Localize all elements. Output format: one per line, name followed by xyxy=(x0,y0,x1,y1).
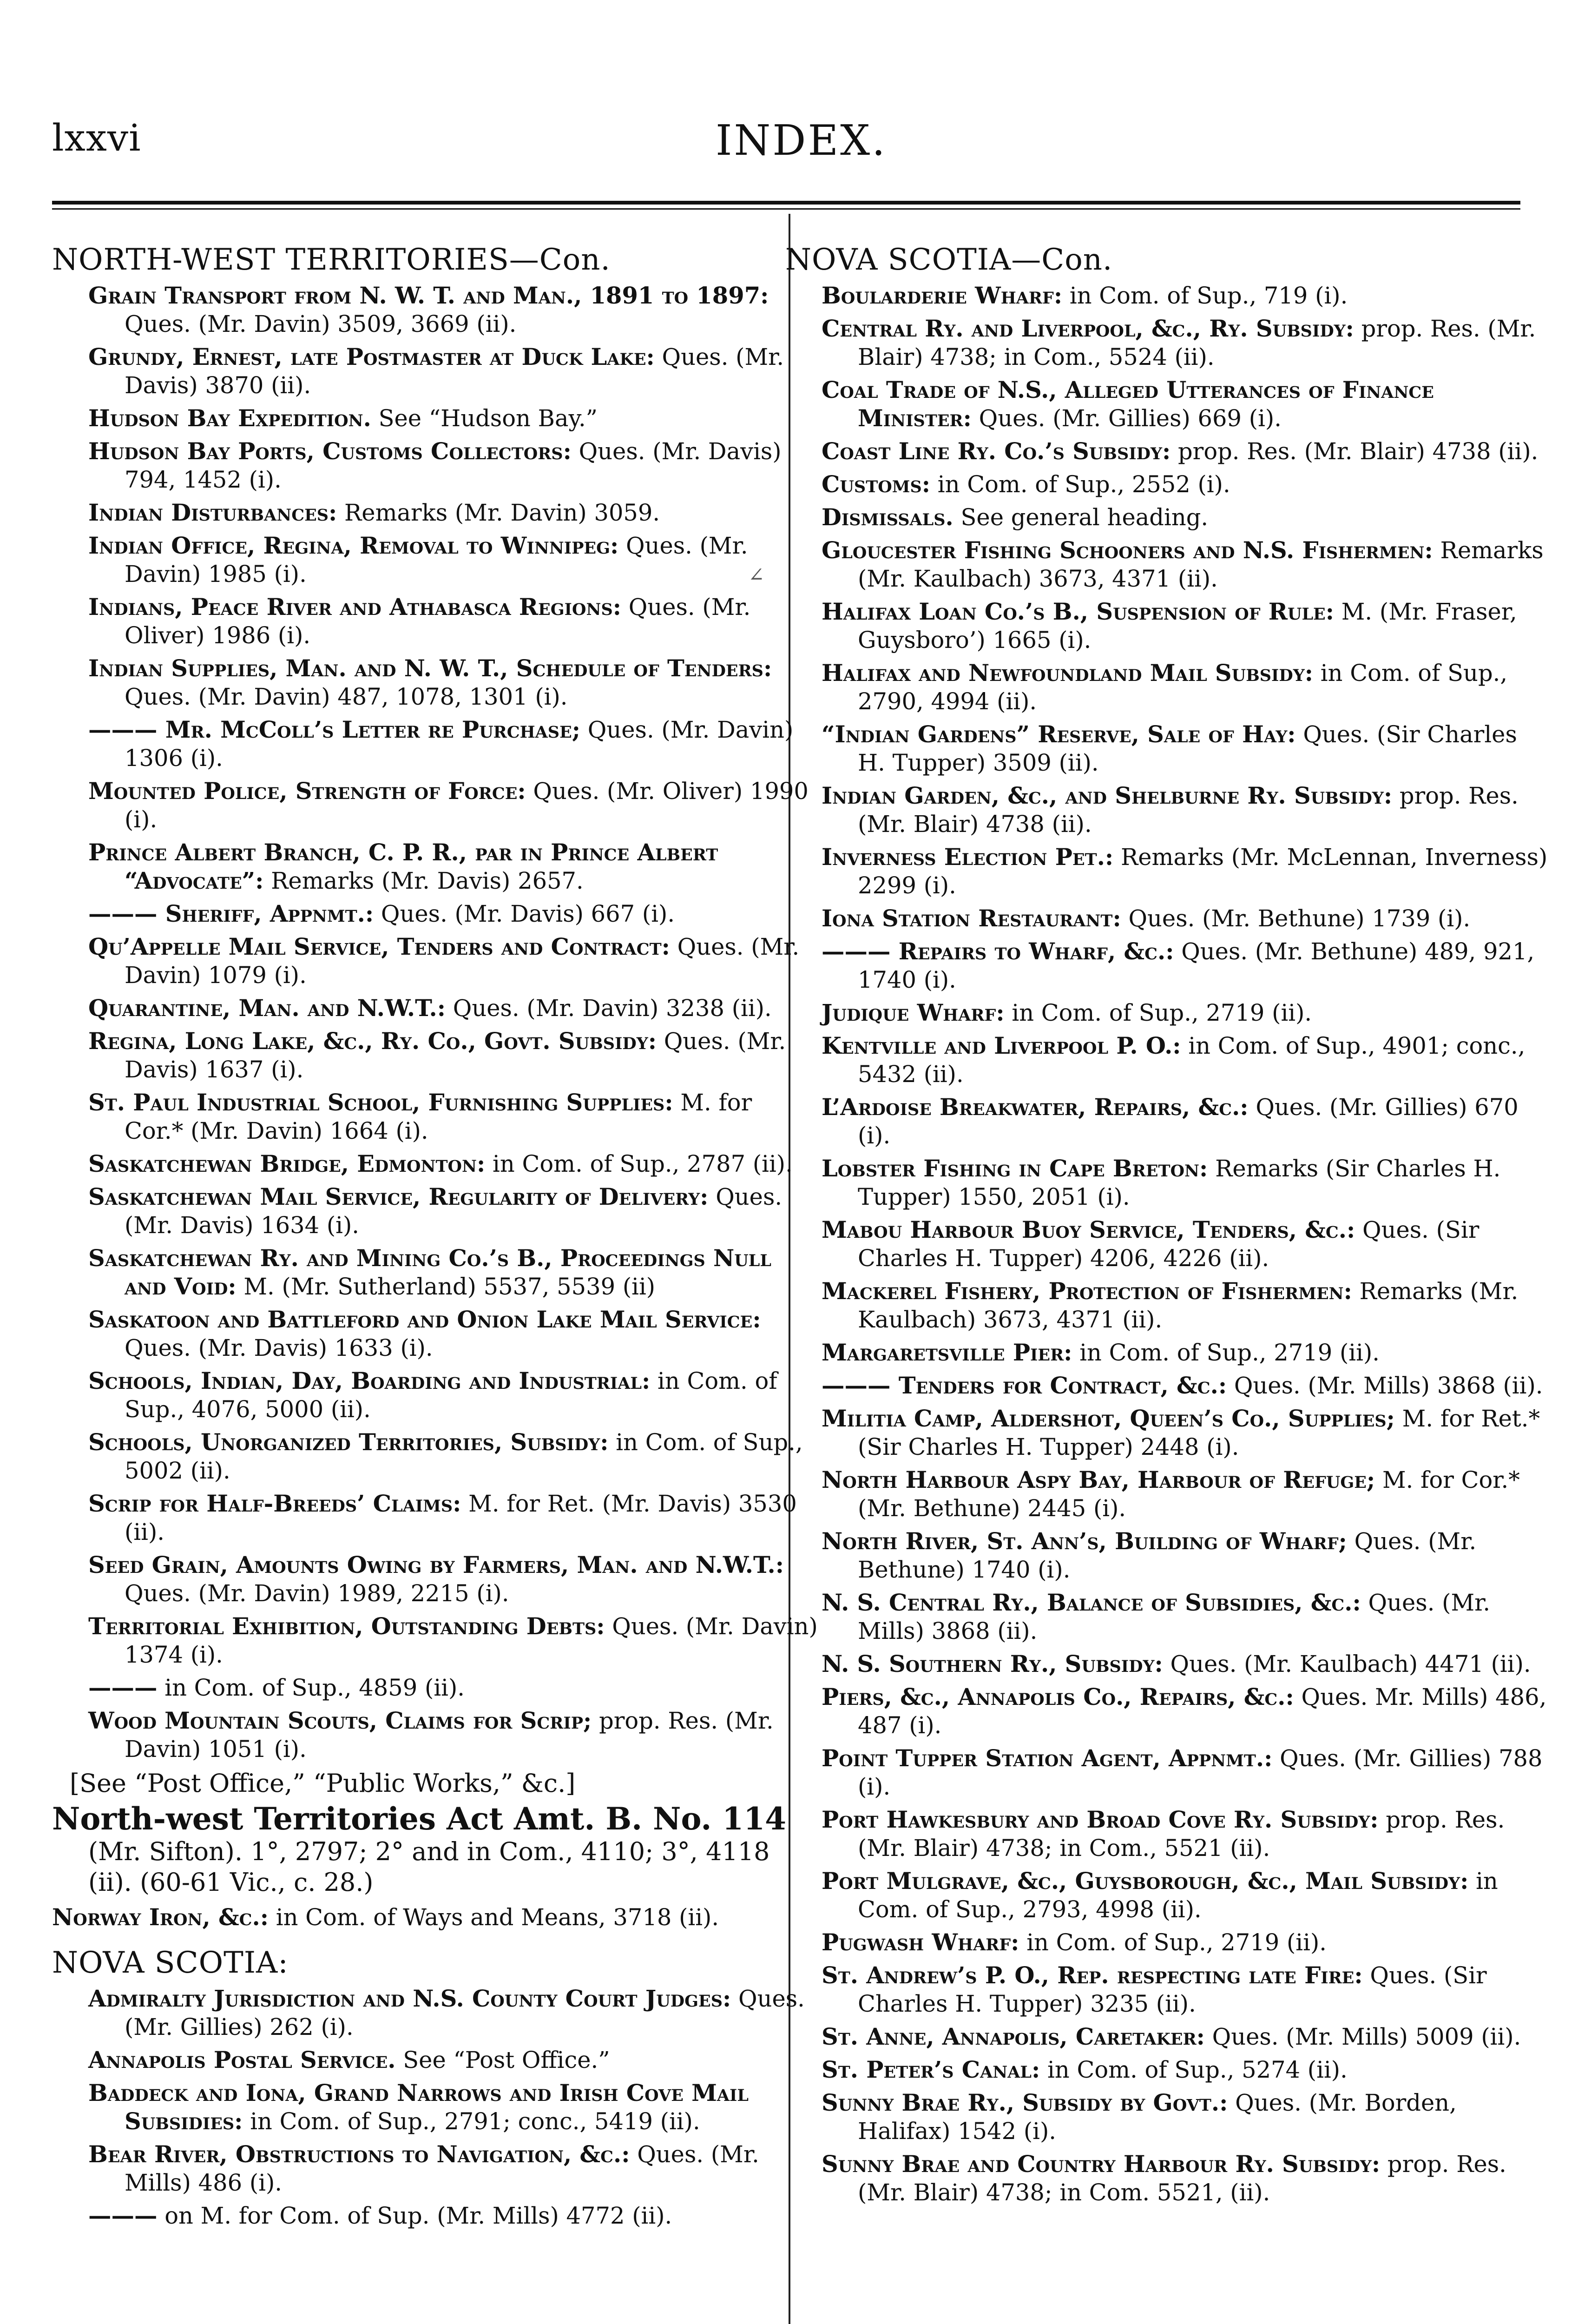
entry-detail: M. (Mr. Fraser, Guysboro’) 1665 (i). xyxy=(858,598,1517,654)
entry-heading: Militia Camp, Aldershot, Queen’s Co., Supplies; xyxy=(822,1405,1395,1432)
entry-detail: Ques. (Mr. Davis) 667 (i). xyxy=(374,900,675,927)
index-list-nwt xyxy=(88,282,818,1763)
entry-heading: Indian Disturbances: xyxy=(88,499,337,526)
index-entry xyxy=(88,716,818,772)
entry-detail: Ques. (Mr. Davis) 3870 (ii). xyxy=(125,343,784,399)
index-entry xyxy=(822,1650,1551,1678)
entry-heading: Inverness Election Pet.: xyxy=(822,844,1114,871)
entry-heading: Boularderie Wharf: xyxy=(822,282,1063,309)
index-entry xyxy=(88,1027,818,1084)
index-entry xyxy=(822,1372,1551,1400)
index-entry xyxy=(88,1612,818,1669)
index-entry xyxy=(88,654,818,711)
entry-detail: Ques. (Mr. Davin) 3238 (ii). xyxy=(446,995,772,1022)
entry-heading: Lobster Fishing in Cape Breton: xyxy=(822,1155,1208,1182)
index-entry xyxy=(822,598,1551,654)
entry-heading: Baddeck and Iona, Grand Narrows and Irish Cove Mail Subsidies: xyxy=(88,2080,749,2135)
index-entry xyxy=(88,838,818,895)
entry-heading: ——— Tenders for Contract, &c.: xyxy=(822,1372,1227,1399)
entry-detail: Ques. (Mr. Kaulbach) 4471 (ii). xyxy=(1163,1651,1531,1677)
entry-detail: in Com. of Sup., 5274 (ii). xyxy=(1040,2056,1348,2083)
entry-heading: N. S. Southern Ry., Subsidy: xyxy=(822,1651,1163,1677)
index-entry xyxy=(822,1928,1551,1957)
entry-heading: Indian Garden, &c., and Shelburne Ry. Subsidy: xyxy=(822,782,1393,809)
norway-entry xyxy=(52,1903,818,1932)
entry-detail: in Com. of Sup., 2719 (ii). xyxy=(1004,999,1312,1026)
index-list-nova-scotia-cont xyxy=(822,282,1551,2207)
index-entry xyxy=(88,343,818,400)
entry-heading: Mounted Police, Strength of Force: xyxy=(88,778,526,805)
entry-detail: Ques. (Mr. Gillies) 788 (i). xyxy=(858,1745,1543,1800)
right-column xyxy=(785,242,1551,2212)
index-entry xyxy=(88,1367,818,1424)
entry-detail: in Com. of Sup., 719 (i). xyxy=(1062,282,1348,309)
index-entry xyxy=(822,720,1551,777)
entry-heading: North Harbour Aspy Bay, Harbour of Refuge; xyxy=(822,1466,1375,1493)
entry-detail: Ques. (Mr. Gillies) 262 (i). xyxy=(125,1985,805,2040)
index-entry xyxy=(822,1216,1551,1273)
entry-heading: Halifax Loan Co.’s B., Suspension of Rule: xyxy=(822,598,1335,625)
left-column xyxy=(52,242,818,2235)
entry-detail: prop. Res. (Mr. Davin) 1051 (i). xyxy=(125,1707,774,1763)
index-entry xyxy=(88,2079,818,2136)
entry-detail: Ques. (Mr. Davin) 1306 (i). xyxy=(125,716,794,772)
entry-heading: ——— Sheriff, Appnmt.: xyxy=(88,900,374,927)
entry-heading: ——— xyxy=(88,2202,158,2229)
entry-detail: Ques. (Mr. Mills) 5009 (ii). xyxy=(1204,2023,1521,2050)
entry-heading: Bear River, Obstructions to Navigation, &c.: xyxy=(88,2141,630,2168)
entry-detail: in Com. of Sup., 2719 (ii). xyxy=(1019,1929,1327,1956)
index-entry xyxy=(88,1244,818,1301)
index-entry xyxy=(822,2056,1551,2084)
entry-heading: Judique Wharf: xyxy=(822,999,1005,1026)
index-entry xyxy=(88,2202,818,2230)
act-title: North-west Territories Act Amt. B. No. 114 xyxy=(52,1801,787,1837)
see-also-note: [See “Post Office,” “Public Works,” &c.] xyxy=(70,1769,576,1798)
entry-detail: Ques. (Mr. Mills) 3868 (ii). xyxy=(1227,1372,1543,1399)
entry-detail: Ques. (Mr. Davis) 1637 (i). xyxy=(125,1028,786,1083)
entry-detail: M. for Cor.* (Mr. Bethune) 2445 (i). xyxy=(858,1466,1520,1522)
index-entry xyxy=(822,938,1551,994)
entry-heading: ——— Mr. McColl’s Letter re Purchase; xyxy=(88,716,581,743)
entry-heading: Iona Station Restaurant: xyxy=(822,905,1121,932)
entry-heading: Sunny Brae Ry., Subsidy by Govt.: xyxy=(822,2089,1228,2116)
entry-detail: on M. for Com. of Sup. (Mr. Mills) 4772 (ii). xyxy=(157,2202,672,2229)
entry-detail: Ques. (Mr. Davin) 1079 (i). xyxy=(125,933,800,989)
entry-heading: Qu’Appelle Mail Service, Tenders and Contract: xyxy=(88,933,670,960)
index-entry xyxy=(822,376,1551,433)
entry-heading: ——— Repairs to Wharf, &c.: xyxy=(822,938,1174,965)
index-entry xyxy=(88,499,818,527)
index-entry xyxy=(88,1551,818,1608)
index-entry xyxy=(822,2150,1551,2207)
entry-heading: Schools, Unorganized Territories, Subsidy: xyxy=(88,1429,609,1456)
page-number: lxxvi xyxy=(52,116,141,159)
entry-heading: Seed Grain, Amounts Owing by Farmers, Man. and N.W.T.: xyxy=(88,1552,784,1578)
index-entry xyxy=(88,2140,818,2197)
entry-detail: in Com. of Sup., 4901; conc., 5432 (ii). xyxy=(858,1032,1525,1088)
entry-heading: Admiralty Jurisdiction and N.S. County Court Judges: xyxy=(88,1985,731,2012)
entry-detail: Ques. (Sir Charles H. Tupper) 3509 (ii). xyxy=(858,721,1517,776)
page-title: INDEX. xyxy=(716,116,887,165)
section-heading-nova-scotia-cont: NOVA SCOTIA—Con. xyxy=(785,243,1113,277)
entry-detail: See “Hudson Bay.” xyxy=(371,405,598,432)
entry-detail: Ques. (Mr. Davis) 1634 (i). xyxy=(125,1183,782,1239)
entry-heading: Mackerel Fishery, Protection of Fishermen: xyxy=(822,1278,1352,1305)
entry-detail: prop. Res. (Mr. Blair) 4738; in Com., 5524 (ii). xyxy=(858,315,1536,370)
entry-detail: in Com. of Sup., 4076, 5000 (ii). xyxy=(125,1367,777,1423)
index-entry xyxy=(822,282,1551,310)
index-entry xyxy=(822,1589,1551,1645)
section-heading-nova-scotia: NOVA SCOTIA: xyxy=(52,1946,289,1980)
entry-detail: Ques. (Sir Charles H. Tupper) 3235 (ii). xyxy=(858,1962,1487,2017)
index-entry xyxy=(822,1405,1551,1461)
entry-heading: Kentville and Liverpool P. O.: xyxy=(822,1032,1181,1059)
index-entry xyxy=(822,843,1551,900)
index-entry xyxy=(822,1093,1551,1150)
entry-detail: M. for Ret.* (Sir Charles H. Tupper) 2448 (i). xyxy=(858,1405,1540,1460)
index-entry xyxy=(88,437,818,494)
entry-heading: Grain Transport from N. W. T. and Man., 1891 to 1897: xyxy=(88,282,769,309)
act-entry xyxy=(52,1803,818,1898)
index-entry xyxy=(88,933,818,990)
entry-detail: Ques. (Mr. Bethune) 1740 (i). xyxy=(858,1528,1477,1583)
index-entry xyxy=(88,1089,818,1145)
entry-detail: Ques. (Mr. Gillies) 669 (i). xyxy=(971,405,1282,432)
entry-heading: St. Andrew’s P. O., Rep. respecting late Fire: xyxy=(822,1962,1363,1989)
entry-detail: in Com. of Sup., 2793, 4998 (ii). xyxy=(858,1868,1498,1923)
entry-detail: Ques. (Mr. Davis) 1633 (i). xyxy=(125,1334,433,1361)
index-entry xyxy=(822,536,1551,593)
entry-heading: Indian Office, Regina, Removal to Winnipeg: xyxy=(88,532,619,559)
entry-detail: in Com. of Sup., 5002 (ii). xyxy=(125,1429,803,1484)
index-entry xyxy=(88,1707,818,1763)
index-entry xyxy=(88,404,818,433)
index-entry xyxy=(822,1466,1551,1523)
index-entry xyxy=(822,2089,1551,2146)
entry-detail: Ques. (Mr. Davin) 1374 (i). xyxy=(125,1613,818,1668)
entry-detail: Remarks (Mr. Davis) 2657. xyxy=(263,867,584,894)
index-entry xyxy=(822,503,1551,532)
entry-heading: Piers, &c., Annapolis Co., Repairs, &c.: xyxy=(822,1684,1294,1710)
header-rule-thin xyxy=(52,208,1520,210)
entry-heading: “Indian Gardens” Reserve, Sale of Hay: xyxy=(822,721,1296,748)
entry-detail: Ques. (Mr. Mills) 3868 (ii). xyxy=(858,1589,1491,1644)
entry-detail: See general heading. xyxy=(953,504,1209,531)
entry-detail: in Com. of Sup., 2787 (ii). xyxy=(485,1150,793,1177)
entry-detail: Remarks (Mr. McLennan, Inverness) 2299 (i). xyxy=(858,844,1548,899)
index-entry xyxy=(88,1674,818,1702)
entry-heading: ——— xyxy=(88,1674,158,1701)
entry-detail: prop. Res. (Mr. Blair) 4738 (ii). xyxy=(858,782,1519,838)
entry-detail: Ques. (Mr. Davin) 1989, 2215 (i). xyxy=(125,1580,509,1607)
index-entry xyxy=(822,315,1551,371)
index-entry xyxy=(822,1961,1551,2018)
entry-detail: Remarks (Mr. Kaulbach) 3673, 4371 (ii). xyxy=(858,537,1544,592)
index-entry xyxy=(822,1155,1551,1211)
section-heading-nwt: NORTH-WEST TERRITORIES—Con. xyxy=(52,243,611,277)
entry-heading: Coast Line Ry. Co.’s Subsidy: xyxy=(822,438,1171,465)
entry-heading: Wood Mountain Scouts, Claims for Scrip; xyxy=(88,1707,592,1734)
entry-detail: Ques. (Mr. Davin) 3509, 3669 (ii). xyxy=(125,310,517,337)
index-entry xyxy=(822,1339,1551,1367)
index-entry xyxy=(88,777,818,834)
entry-detail: in Com. of Sup., 2791; conc., 5419 (ii). xyxy=(243,2108,700,2135)
entry-heading: Quarantine, Man. and N.W.T.: xyxy=(88,995,446,1022)
entry-heading: Margaretsville Pier: xyxy=(822,1339,1072,1366)
entry-detail: Ques. (Mr. Bethune) 489, 921, 1740 (i). xyxy=(858,938,1535,993)
entry-detail: in Com. of Sup., 4859 (ii). xyxy=(157,1674,465,1701)
entry-heading: Saskatoon and Battleford and Onion Lake Mail Service: xyxy=(88,1306,761,1333)
entry-heading: St. Peter’s Canal: xyxy=(822,2056,1040,2083)
entry-heading: North River, St. Ann’s, Building of Wharf; xyxy=(822,1528,1347,1555)
entry-detail: in Com. of Sup., 2719 (ii). xyxy=(1072,1339,1380,1366)
index-entry xyxy=(822,782,1551,838)
entry-detail: prop. Res. (Mr. Blair) 4738; in Com., 5521 (ii). xyxy=(858,1806,1505,1862)
entry-detail: M. for Cor.* (Mr. Davin) 1664 (i). xyxy=(125,1089,752,1144)
entry-detail: M. for Ret. (Mr. Davis) 3530 (ii). xyxy=(125,1490,797,1545)
entry-detail: Ques. (Mr. Oliver) 1990 (i). xyxy=(125,778,809,833)
entry-detail: Ques. (Mr. Oliver) 1986 (i). xyxy=(125,594,751,649)
entry-heading: Territorial Exhibition, Outstanding Debts: xyxy=(88,1613,605,1640)
index-entry xyxy=(822,659,1551,716)
entry-heading: Port Mulgrave, &c., Guysborough, &c., Mail Subsidy: xyxy=(822,1868,1469,1895)
entry-detail: prop. Res. (Mr. Blair) 4738 (ii). xyxy=(1170,438,1539,465)
entry-detail: Ques. (Mr. Borden, Halifax) 1542 (i). xyxy=(858,2089,1457,2145)
index-entry xyxy=(822,905,1551,933)
norway-heading: Norway Iron, &c.: xyxy=(52,1904,269,1931)
index-entry xyxy=(88,1150,818,1178)
index-list-nova-scotia-start xyxy=(88,1985,818,2230)
entry-heading: Hudson Bay Expedition. xyxy=(88,405,371,432)
norway-detail: in Com. of Ways and Means, 3718 (ii). xyxy=(269,1904,719,1931)
stray-mark: ∠ xyxy=(748,563,765,586)
entry-heading: Hudson Bay Ports, Customs Collectors: xyxy=(88,438,572,465)
index-entry xyxy=(822,2023,1551,2051)
entry-detail: Ques. (Mr. Mills) 486 (i). xyxy=(125,2141,759,2196)
entry-heading: Coal Trade of N.S., Alleged Utterances of Finance Minister: xyxy=(822,376,1434,432)
index-entry xyxy=(88,1428,818,1485)
entry-detail: M. (Mr. Sutherland) 5537, 5539 (ii) xyxy=(236,1273,656,1300)
entry-heading: St. Paul Industrial School, Furnishing Supplies: xyxy=(88,1089,673,1116)
entry-heading: Mabou Harbour Buoy Service, Tenders, &c.: xyxy=(822,1216,1355,1243)
entry-heading: Grundy, Ernest, late Postmaster at Duck Lake: xyxy=(88,343,655,370)
index-entry xyxy=(822,999,1551,1027)
entry-heading: Dismissals. xyxy=(822,504,953,531)
entry-detail: Ques. (Mr. Bethune) 1739 (i). xyxy=(1121,905,1471,932)
index-entry xyxy=(822,1867,1551,1924)
act-detail: (Mr. Sifton). 1°, 2797; 2° and in Com., 4110; 3°, 4118 (ii). (60-61 Vic., c. 28.) xyxy=(88,1837,770,1897)
entry-heading: Prince Albert Branch, C. P. R., par in Prince Albert “Advocate”: xyxy=(88,839,718,894)
index-entry xyxy=(822,1806,1551,1862)
entry-detail: Ques. (Mr. Davin) 487, 1078, 1301 (i). xyxy=(125,683,568,710)
index-entry xyxy=(822,1744,1551,1801)
entry-heading: Central Ry. and Liverpool, &c., Ry. Subsidy: xyxy=(822,315,1354,342)
index-entry xyxy=(822,1683,1551,1740)
entry-heading: Point Tupper Station Agent, Appnmt.: xyxy=(822,1745,1273,1772)
entry-heading: Indians, Peace River and Athabasca Regions: xyxy=(88,594,622,621)
index-entry xyxy=(822,470,1551,499)
entry-detail: Ques. (Mr. Davin) 1985 (i). xyxy=(125,532,748,588)
entry-heading: Customs: xyxy=(822,471,931,498)
entry-detail: See “Post Office.” xyxy=(395,2047,610,2073)
entry-detail: in Com. of Sup., 2790, 4994 (ii). xyxy=(858,660,1508,715)
entry-heading: Port Hawkesbury and Broad Cove Ry. Subsidy: xyxy=(822,1806,1379,1833)
entry-detail: Ques. (Mr. Davis) 794, 1452 (i). xyxy=(125,438,782,493)
entry-heading: Annapolis Postal Service. xyxy=(88,2047,396,2073)
index-entry xyxy=(822,1032,1551,1089)
entry-heading: Indian Supplies, Man. and N. W. T., Schedule of Tenders: xyxy=(88,655,772,682)
entry-heading: Sunny Brae and Country Harbour Ry. Subsidy: xyxy=(822,2151,1381,2178)
index-entry xyxy=(822,1527,1551,1584)
entry-detail: Remarks (Mr. Davin) 3059. xyxy=(337,499,660,526)
index-entry xyxy=(88,532,818,588)
index-entry xyxy=(88,1306,818,1362)
index-entry xyxy=(822,1277,1551,1334)
header-rule-thick xyxy=(52,201,1520,205)
entry-detail: Ques. (Mr. Gillies) 670 (i). xyxy=(858,1094,1519,1149)
entry-heading: Saskatchewan Bridge, Edmonton: xyxy=(88,1150,486,1177)
entry-heading: Pugwash Wharf: xyxy=(822,1929,1019,1956)
entry-detail: in Com. of Sup., 2552 (i). xyxy=(930,471,1230,498)
index-entry xyxy=(822,437,1551,466)
entry-detail: Ques. (Sir Charles H. Tupper) 4206, 4226 (ii). xyxy=(858,1216,1479,1272)
entry-heading: Gloucester Fishing Schooners and N.S. Fishermen: xyxy=(822,537,1433,564)
entry-heading: Scrip for Half-Breeds’ Claims: xyxy=(88,1490,461,1517)
entry-heading: Schools, Indian, Day, Boarding and Industrial: xyxy=(88,1367,651,1394)
entry-heading: L’Ardoise Breakwater, Repairs, &c.: xyxy=(822,1094,1249,1121)
index-entry xyxy=(88,2046,818,2074)
index-entry xyxy=(88,1490,818,1546)
index-entry xyxy=(88,1183,818,1240)
index-entry xyxy=(88,282,818,338)
entry-detail: prop. Res. (Mr. Blair) 4738; in Com. 5521, (ii). xyxy=(858,2151,1506,2206)
index-entry xyxy=(88,994,818,1023)
index-entry xyxy=(88,900,818,928)
entry-detail: Remarks (Mr. Kaulbach) 3673, 4371 (ii). xyxy=(858,1278,1519,1333)
entry-heading: St. Anne, Annapolis, Caretaker: xyxy=(822,2023,1205,2050)
entry-heading: Saskatchewan Ry. and Mining Co.’s B., Proceedings Null and Void: xyxy=(88,1245,771,1300)
entry-heading: N. S. Central Ry., Balance of Subsidies, &c.: xyxy=(822,1589,1361,1616)
entry-detail: Remarks (Sir Charles H. Tupper) 1550, 2051 (i). xyxy=(858,1155,1501,1210)
entry-detail: Ques. Mr. Mills) 486, 487 (i). xyxy=(858,1684,1547,1739)
index-entry xyxy=(88,1985,818,2041)
entry-heading: Saskatchewan Mail Service, Regularity of Delivery: xyxy=(88,1183,709,1210)
entry-heading: Halifax and Newfoundland Mail Subsidy: xyxy=(822,660,1314,687)
index-entry xyxy=(88,593,818,650)
entry-heading: Regina, Long Lake, &c., Ry. Co., Govt. Subsidy: xyxy=(88,1028,657,1055)
